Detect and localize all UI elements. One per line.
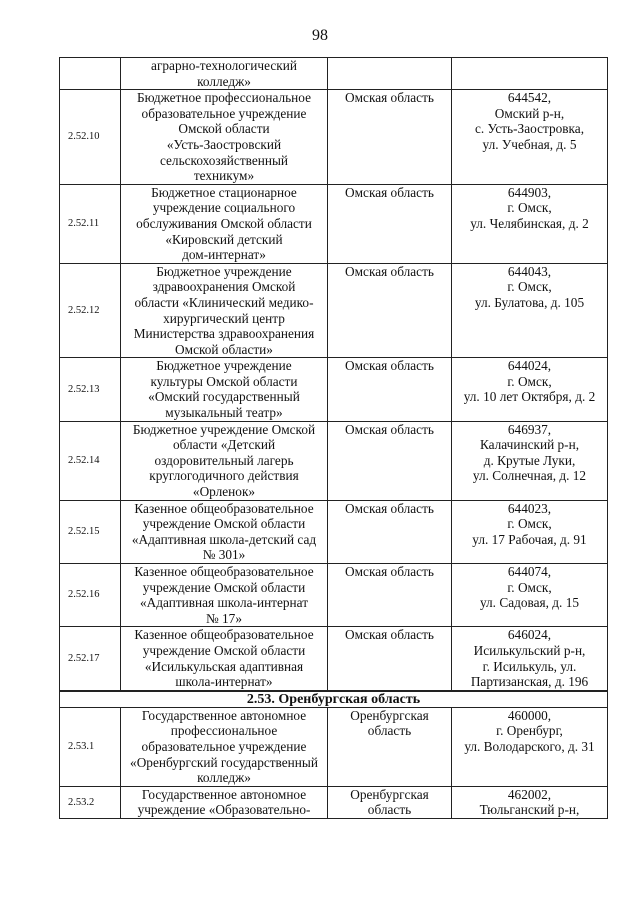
postal-address-line: г. Омск, — [507, 279, 552, 295]
entry-number — [60, 58, 121, 90]
organization-name-line: Бюджетное учреждение — [156, 263, 292, 279]
organization-name-line: Бюджетное стационарное — [151, 184, 297, 200]
organization-name-line: «Омский государственный — [148, 389, 300, 405]
entry-number: 2.52.17 — [60, 627, 121, 691]
region-name — [328, 707, 452, 786]
postal-address-line: с. Усть-Заостровка, — [474, 121, 585, 137]
postal-address-line: 462002, — [507, 786, 552, 802]
postal-address — [452, 90, 608, 185]
organization-name-line: школа-интернат» — [175, 674, 273, 690]
organization-name — [121, 358, 328, 421]
region-name — [328, 184, 452, 263]
organization-name-line: образовательное учреждение — [141, 105, 307, 121]
postal-address-line: Омский р-н, — [494, 105, 565, 121]
organization-name-line: колледж» — [197, 73, 251, 89]
organization-name-line: дом-интернат» — [182, 247, 266, 263]
organization-name-line: области «Детский — [172, 437, 276, 453]
organization-name-line: Омской области — [178, 121, 270, 137]
region-name — [328, 627, 452, 691]
table-row — [60, 58, 608, 90]
organization-name-line: Бюджетное профессиональное — [136, 90, 312, 106]
organization-name-line: профессиональное — [170, 723, 278, 739]
region-name-line: область — [367, 723, 412, 739]
organization-name-line: учреждение социального — [152, 200, 296, 216]
organization-name-line: Бюджетное учреждение Омской — [132, 421, 316, 437]
entry-number: 2.52.10 — [60, 90, 121, 185]
organization-name-line: учреждение Омской области — [142, 642, 306, 658]
postal-address-line: Тюльганский р-н, — [479, 802, 580, 818]
entry-number: 2.52.11 — [60, 184, 121, 263]
table-row — [60, 786, 608, 818]
postal-address-line: г. Омск, — [507, 373, 552, 389]
organization-name — [121, 500, 328, 563]
entry-number: 2.53.1 — [60, 707, 121, 786]
region-name — [328, 263, 452, 358]
organization-name — [121, 90, 328, 185]
table-row — [60, 564, 608, 627]
postal-address-line: ул. Солнечная, д. 12 — [472, 468, 587, 484]
table-row — [60, 358, 608, 421]
region-name-line: Омская область — [345, 263, 434, 279]
postal-address-line: Исилькульский р-н, — [473, 642, 586, 658]
organization-name-line: № 301» — [202, 547, 246, 563]
postal-address-line: 646937, — [507, 421, 552, 437]
postal-address — [452, 58, 608, 90]
region-name-line: Омская область — [345, 184, 434, 200]
region-name-line: Омская область — [345, 564, 434, 579]
organization-name-line: обслуживания Омской области — [136, 215, 312, 231]
postal-address — [452, 786, 608, 818]
postal-address-line: д. Крутые Луки, — [483, 452, 576, 468]
organization-name — [121, 786, 328, 818]
organization-name-line: Государственное автономное — [141, 707, 307, 723]
postal-address-line: г. Омск, — [507, 579, 552, 595]
region-name — [328, 786, 452, 818]
organization-name-line: образовательное учреждение — [141, 738, 307, 754]
organization-name — [121, 707, 328, 786]
organization-name-line: сельскохозяйственный — [159, 152, 289, 168]
postal-address-line: 460000, — [507, 707, 552, 723]
organization-name-line: колледж» — [197, 770, 251, 786]
region-name — [328, 90, 452, 185]
postal-address-line: ул. Учебная, д. 5 — [482, 136, 577, 152]
entry-number: 2.52.16 — [60, 564, 121, 627]
region-name — [328, 500, 452, 563]
entry-number: 2.52.14 — [60, 421, 121, 500]
organization-name-line: музыкальный театр» — [165, 405, 283, 421]
organization-name-line: круглогодичного действия — [149, 468, 299, 484]
organization-name-line: Казенное общеобразовательное — [134, 500, 314, 516]
table-row — [60, 263, 608, 358]
region-name — [328, 421, 452, 500]
organization-name-line: «Адаптивная школа-детский сад — [131, 531, 317, 547]
organization-name-line: Казенное общеобразовательное — [134, 627, 314, 643]
registry-table — [59, 57, 608, 819]
postal-address-line: 644542, — [507, 90, 552, 106]
region-name-line: Оренбургская — [350, 707, 429, 723]
organization-name-line: хирургический центр — [163, 310, 285, 326]
table-row — [60, 707, 608, 786]
region-name-line: Омская область — [345, 90, 434, 106]
postal-address-line: Партизанская, д. 196 — [470, 674, 589, 690]
section-header-row — [60, 691, 608, 708]
entry-number: 2.52.15 — [60, 500, 121, 563]
postal-address — [452, 707, 608, 786]
organization-name-line: Государственное автономное — [141, 786, 307, 802]
entry-number: 2.53.2 — [60, 786, 121, 818]
organization-name-line: «Оренбургский государственный — [130, 754, 318, 770]
organization-name — [121, 564, 328, 627]
organization-name — [121, 58, 328, 90]
section-title: 2.53. Оренбургская область — [60, 691, 608, 708]
region-name-line: Оренбургская — [350, 786, 429, 802]
postal-address — [452, 358, 608, 421]
organization-name — [121, 627, 328, 691]
table-row — [60, 90, 608, 185]
organization-name-line: «Исилькульская адаптивная — [144, 658, 304, 674]
organization-name-line: здравоохранения Омской — [152, 279, 296, 295]
organization-name — [121, 263, 328, 358]
organization-name-line: техникум» — [193, 168, 255, 184]
organization-name-line: № 17» — [206, 610, 242, 626]
organization-name — [121, 421, 328, 500]
postal-address-line: ул. 10 лет Октября, д. 2 — [463, 389, 596, 405]
organization-name-line: области «Клинический медико- — [134, 294, 314, 310]
postal-address-line: 644903, — [507, 184, 552, 200]
region-name-line: Омская область — [345, 358, 434, 374]
organization-name-line: аграрно-технологический — [151, 58, 297, 73]
postal-address — [452, 564, 608, 627]
organization-name — [121, 184, 328, 263]
region-name — [328, 358, 452, 421]
postal-address-line: ул. 17 Рабочая, д. 91 — [472, 531, 587, 547]
postal-address-line: ул. Челябинская, д. 2 — [470, 215, 589, 231]
postal-address-line: Калачинский р-н, — [479, 437, 580, 453]
region-name — [328, 58, 452, 90]
organization-name-line: учреждение «Образовательно- — [137, 802, 311, 818]
postal-address-line: г. Оренбург, — [496, 723, 563, 739]
postal-address-line: 644074, — [507, 564, 552, 579]
entry-number: 2.52.12 — [60, 263, 121, 358]
postal-address-line: 644043, — [507, 263, 552, 279]
entry-number: 2.52.13 — [60, 358, 121, 421]
region-name — [328, 564, 452, 627]
organization-name-line: «Орленок» — [192, 484, 256, 500]
region-name-line: Омская область — [345, 421, 434, 437]
region-name-line: Омская область — [345, 627, 434, 643]
postal-address-line: г. Исилькуль, ул. — [482, 658, 577, 674]
organization-name-line: Казенное общеобразовательное — [134, 564, 314, 579]
postal-address-line: ул. Володарского, д. 31 — [464, 738, 595, 754]
organization-name-line: оздоровительный лагерь — [154, 452, 294, 468]
table-row — [60, 184, 608, 263]
organization-name-line: учреждение Омской области — [142, 516, 306, 532]
table-row — [60, 500, 608, 563]
postal-address — [452, 500, 608, 563]
postal-address-line: 644024, — [507, 358, 552, 374]
postal-address-line: 644023, — [507, 500, 552, 516]
postal-address-line: ул. Булатова, д. 105 — [474, 294, 585, 310]
table-row — [60, 421, 608, 500]
organization-name-line: «Усть-Заостровский — [166, 136, 282, 152]
organization-name-line: Бюджетное учреждение — [156, 358, 292, 374]
region-name-line: область — [367, 802, 412, 818]
organization-name-line: культуры Омской области — [150, 373, 298, 389]
postal-address — [452, 627, 608, 691]
postal-address — [452, 421, 608, 500]
organization-name-line: «Адаптивная школа-интернат — [139, 595, 309, 611]
organization-name-line: Министерства здравоохранения — [133, 326, 315, 342]
postal-address — [452, 263, 608, 358]
page-number: 98 — [312, 27, 328, 44]
region-name-line: Омская область — [345, 500, 434, 516]
postal-address-line: ул. Садовая, д. 15 — [479, 595, 579, 611]
organization-name-line: «Кировский детский — [165, 231, 283, 247]
table-row — [60, 627, 608, 691]
postal-address-line: 646024, — [507, 627, 552, 643]
postal-address-line: г. Омск, — [507, 200, 552, 216]
organization-name-line: учреждение Омской области — [142, 579, 306, 595]
postal-address-line: г. Омск, — [507, 516, 552, 532]
organization-name-line: Омской области» — [175, 341, 273, 357]
postal-address — [452, 184, 608, 263]
